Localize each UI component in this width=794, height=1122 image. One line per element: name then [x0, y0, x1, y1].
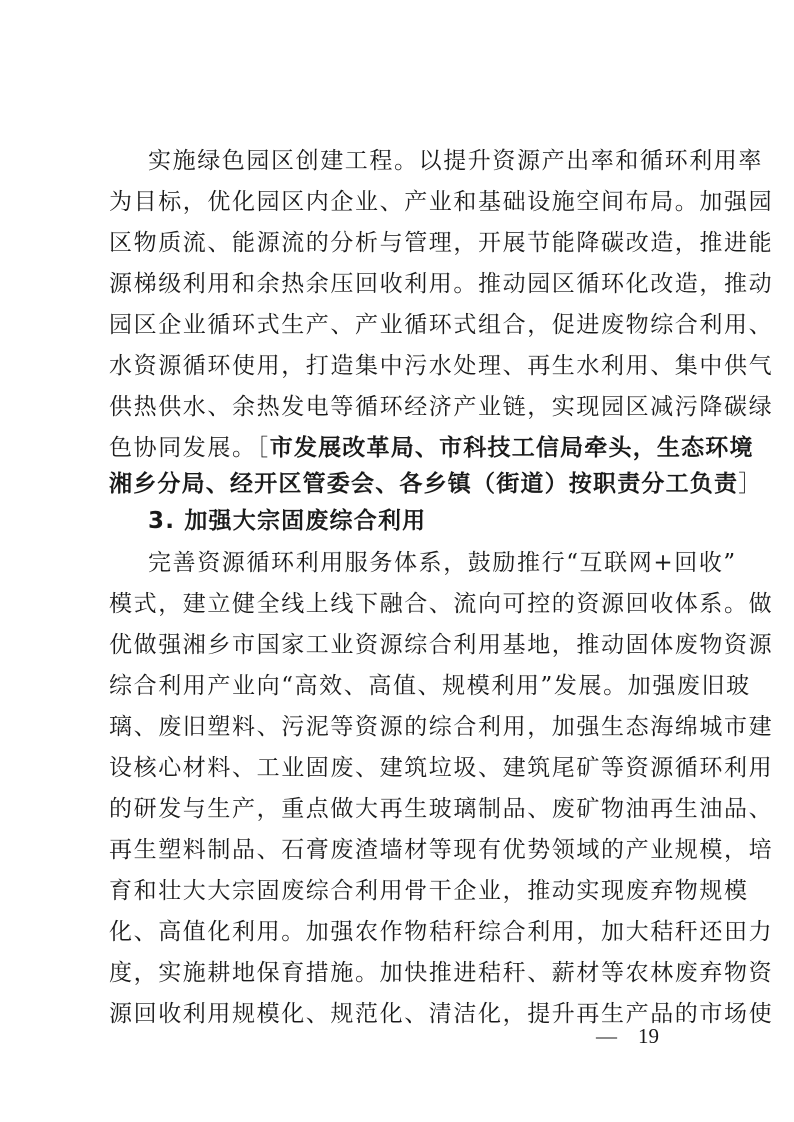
text-line-with-responsibility: [109, 430, 754, 466]
text-line: 实施绿色园区创建工程。以提升资源产出率和循环利用率: [148, 148, 763, 174]
section-heading: 3. 加强大宗固废综合利用: [148, 508, 427, 534]
text-segment: 色协同发展。［: [109, 435, 270, 461]
page-number: — 19: [596, 1024, 659, 1048]
text-line: 设核心材料、工业固废、建筑垃圾、建筑尾矿等资源循环利用: [109, 755, 774, 781]
text-line: 水资源循环使用，打造集中污水处理、再生水利用、集中供气: [109, 353, 774, 379]
responsibility-note: 湘乡分局、经开区管委会、各乡镇（街道）按职责分工负责: [109, 471, 739, 497]
text-line: 优做强湘乡市国家工业资源综合利用基地，推动固体废物资源: [109, 632, 774, 658]
text-line: 的研发与生产，重点做大再生玻璃制品、废矿物油再生油品、: [109, 796, 774, 822]
text-line-with-responsibility: [109, 466, 763, 502]
text-line: 育和壮大大宗固废综合利用骨干企业，推动实现废弃物规模: [109, 878, 749, 904]
text-line: 璃、废旧塑料、污泥等资源的综合利用，加强生态海绵城市建: [109, 714, 774, 740]
text-line: 模式，建立健全线上线下融合、流向可控的资源回收体系。做: [109, 591, 774, 617]
text-line: 化、高值化利用。加强农作物秸秆综合利用，加大秸秆还田力: [109, 919, 774, 945]
text-line: 为目标，优化园区内企业、产业和基础设施空间布局。加强园: [109, 189, 774, 215]
text-line: 再生塑料制品、石膏废渣墙材等现有优势领域的产业规模，培: [109, 837, 774, 863]
responsibility-note: 市发展改革局、市科技工信局牵头，生态环境: [269, 435, 754, 461]
text-line: 完善资源循环利用服务体系，鼓励推行“互联网+回收”: [148, 550, 737, 576]
text-line: 供热供水、余热发电等循环经济产业链，实现园区减污降碳绿: [109, 394, 774, 420]
text-line: 园区企业循环式生产、产业循环式组合，促进废物综合利用、: [109, 312, 774, 338]
text-line: 源梯级利用和余热余压回收利用。推动园区循环化改造，推动: [109, 271, 774, 297]
text-line: 度，实施耕地保育措施。加快推进秸秆、薪材等农林废弃物资: [109, 960, 774, 986]
text-segment: ］: [738, 471, 763, 497]
text-line: 区物质流、能源流的分析与管理，开展节能降碳改造，推进能: [109, 230, 774, 256]
text-line: 综合利用产业向“高效、高值、规模利用”发展。加强废旧玻: [109, 673, 751, 699]
text-line: 源回收利用规模化、规范化、清洁化，提升再生产品的市场使: [109, 1001, 774, 1027]
